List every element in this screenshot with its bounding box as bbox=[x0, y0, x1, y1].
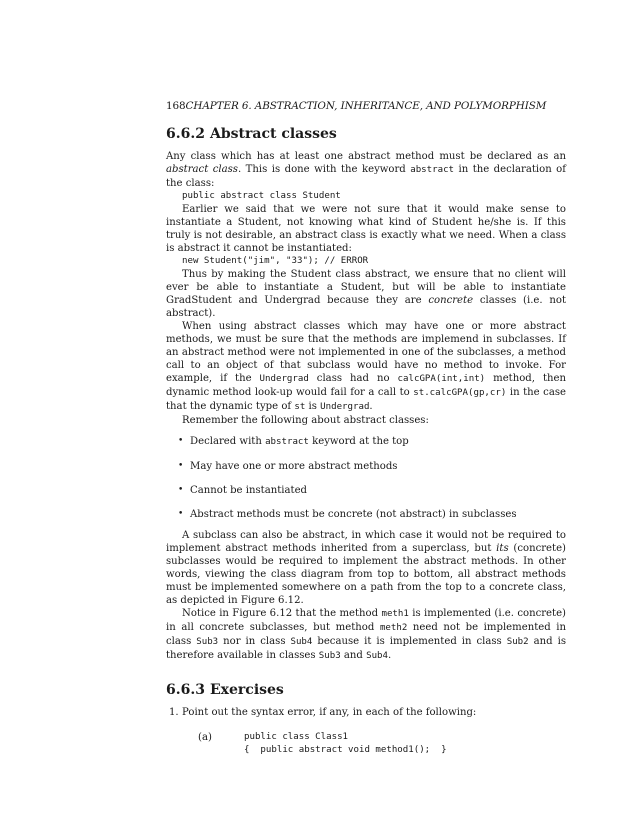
list-item: • Abstract methods must be concrete (not abstract) in subclasses bbox=[178, 509, 517, 520]
code-line: public abstract class Student bbox=[182, 191, 341, 201]
list-item: • Cannot be instantiated bbox=[178, 485, 308, 496]
list-item: • Declared with abstract keyword at the top bbox=[178, 436, 409, 447]
paragraph: Any class which has at least one abstract method must be declared as an abstract class. This is done with the keyword abstract in the declaration of the class: bbox=[166, 151, 566, 189]
section-number: 6.6.3 bbox=[166, 682, 205, 698]
paragraph: Thus by making the Student class abstract, we ensure that no client will ever be able to instantiate a Student, but will be able to instantiate GradStudent and Undergrad because they are concrete classes (i.e. not abstract). bbox=[166, 269, 567, 319]
paragraph: A subclass can also be abstract, in which case it would not be required to implement abstract methods inherited from a superclass, but its (concrete) subclasses would be required to implement the abstract methods. In other words, viewing the class diagram from top to bottom, all abstract methods must be implemented somewhere on a path from the top to a concrete class, as depicted in Figure 6.12. bbox=[166, 530, 566, 606]
paragraph: Notice in Figure 6.12 that the method meth1 is implemented (i.e. concrete) in all concrete subclasses, but method meth2 need not be implemented in class Sub3 nor in class Sub4 because it is implemented in class Sub2 and is therefore available in classes Sub3 and Sub4. bbox=[166, 608, 567, 661]
exercise-item bbox=[166, 706, 566, 757]
exercise-text: Point out the syntax error, if any, in each of the following: bbox=[182, 707, 477, 718]
paragraph: Earlier we said that we were not sure that it would make sense to instantiate a Student, not knowing what kind of Student he/she is. If this truly is not desirable, an abstract class is exactly what we need. When a class is abstract it cannot be instantiated: bbox=[166, 204, 566, 254]
exercise-list bbox=[166, 706, 566, 757]
exercise-subitem bbox=[182, 731, 566, 757]
bullet-list bbox=[166, 435, 566, 521]
exercise-number: 1. bbox=[169, 707, 179, 718]
subitem-label: (a) bbox=[198, 732, 212, 743]
paragraph: When using abstract classes which may have one or more abstract methods, we must be sure that the methods are implemend in subclasses. If an abstract method were not implemented in one of the subclasses, a method call to an object of that subclass would have no method to invoke. For example, if the Undergrad class had no calcGPA(int,int) method, then dynamic method look-up would fail for a call to st.calcGPA(gp,cr) in the case that the dynamic type of st is Undergrad. bbox=[166, 321, 566, 412]
list-item: • May have one or more abstract methods bbox=[178, 461, 398, 472]
bullet-icon: • bbox=[178, 436, 184, 446]
section-number: 6.6.2 bbox=[166, 126, 205, 142]
bullet-icon: • bbox=[178, 509, 184, 519]
section-title: Abstract classes bbox=[210, 126, 337, 142]
code-line: new Student("jim", "33"); // ERROR bbox=[182, 256, 369, 266]
section-heading-abstract-classes bbox=[166, 125, 566, 143]
main-content bbox=[166, 125, 566, 757]
bullet-icon: • bbox=[178, 485, 184, 495]
bullet-icon: • bbox=[178, 461, 184, 471]
page-number: 168 bbox=[166, 100, 186, 112]
code-line: public class Class1 bbox=[244, 732, 349, 742]
running-header bbox=[166, 100, 566, 112]
chapter-title: CHAPTER 6. ABSTRACTION, INHERITANCE, AND POLYMORPHISM bbox=[185, 100, 547, 112]
section-title: Exercises bbox=[210, 682, 284, 698]
code-line: { public abstract void method1(); } bbox=[244, 745, 447, 755]
paragraph: Remember the following about abstract classes: bbox=[182, 415, 429, 426]
section-heading-exercises bbox=[166, 681, 566, 699]
